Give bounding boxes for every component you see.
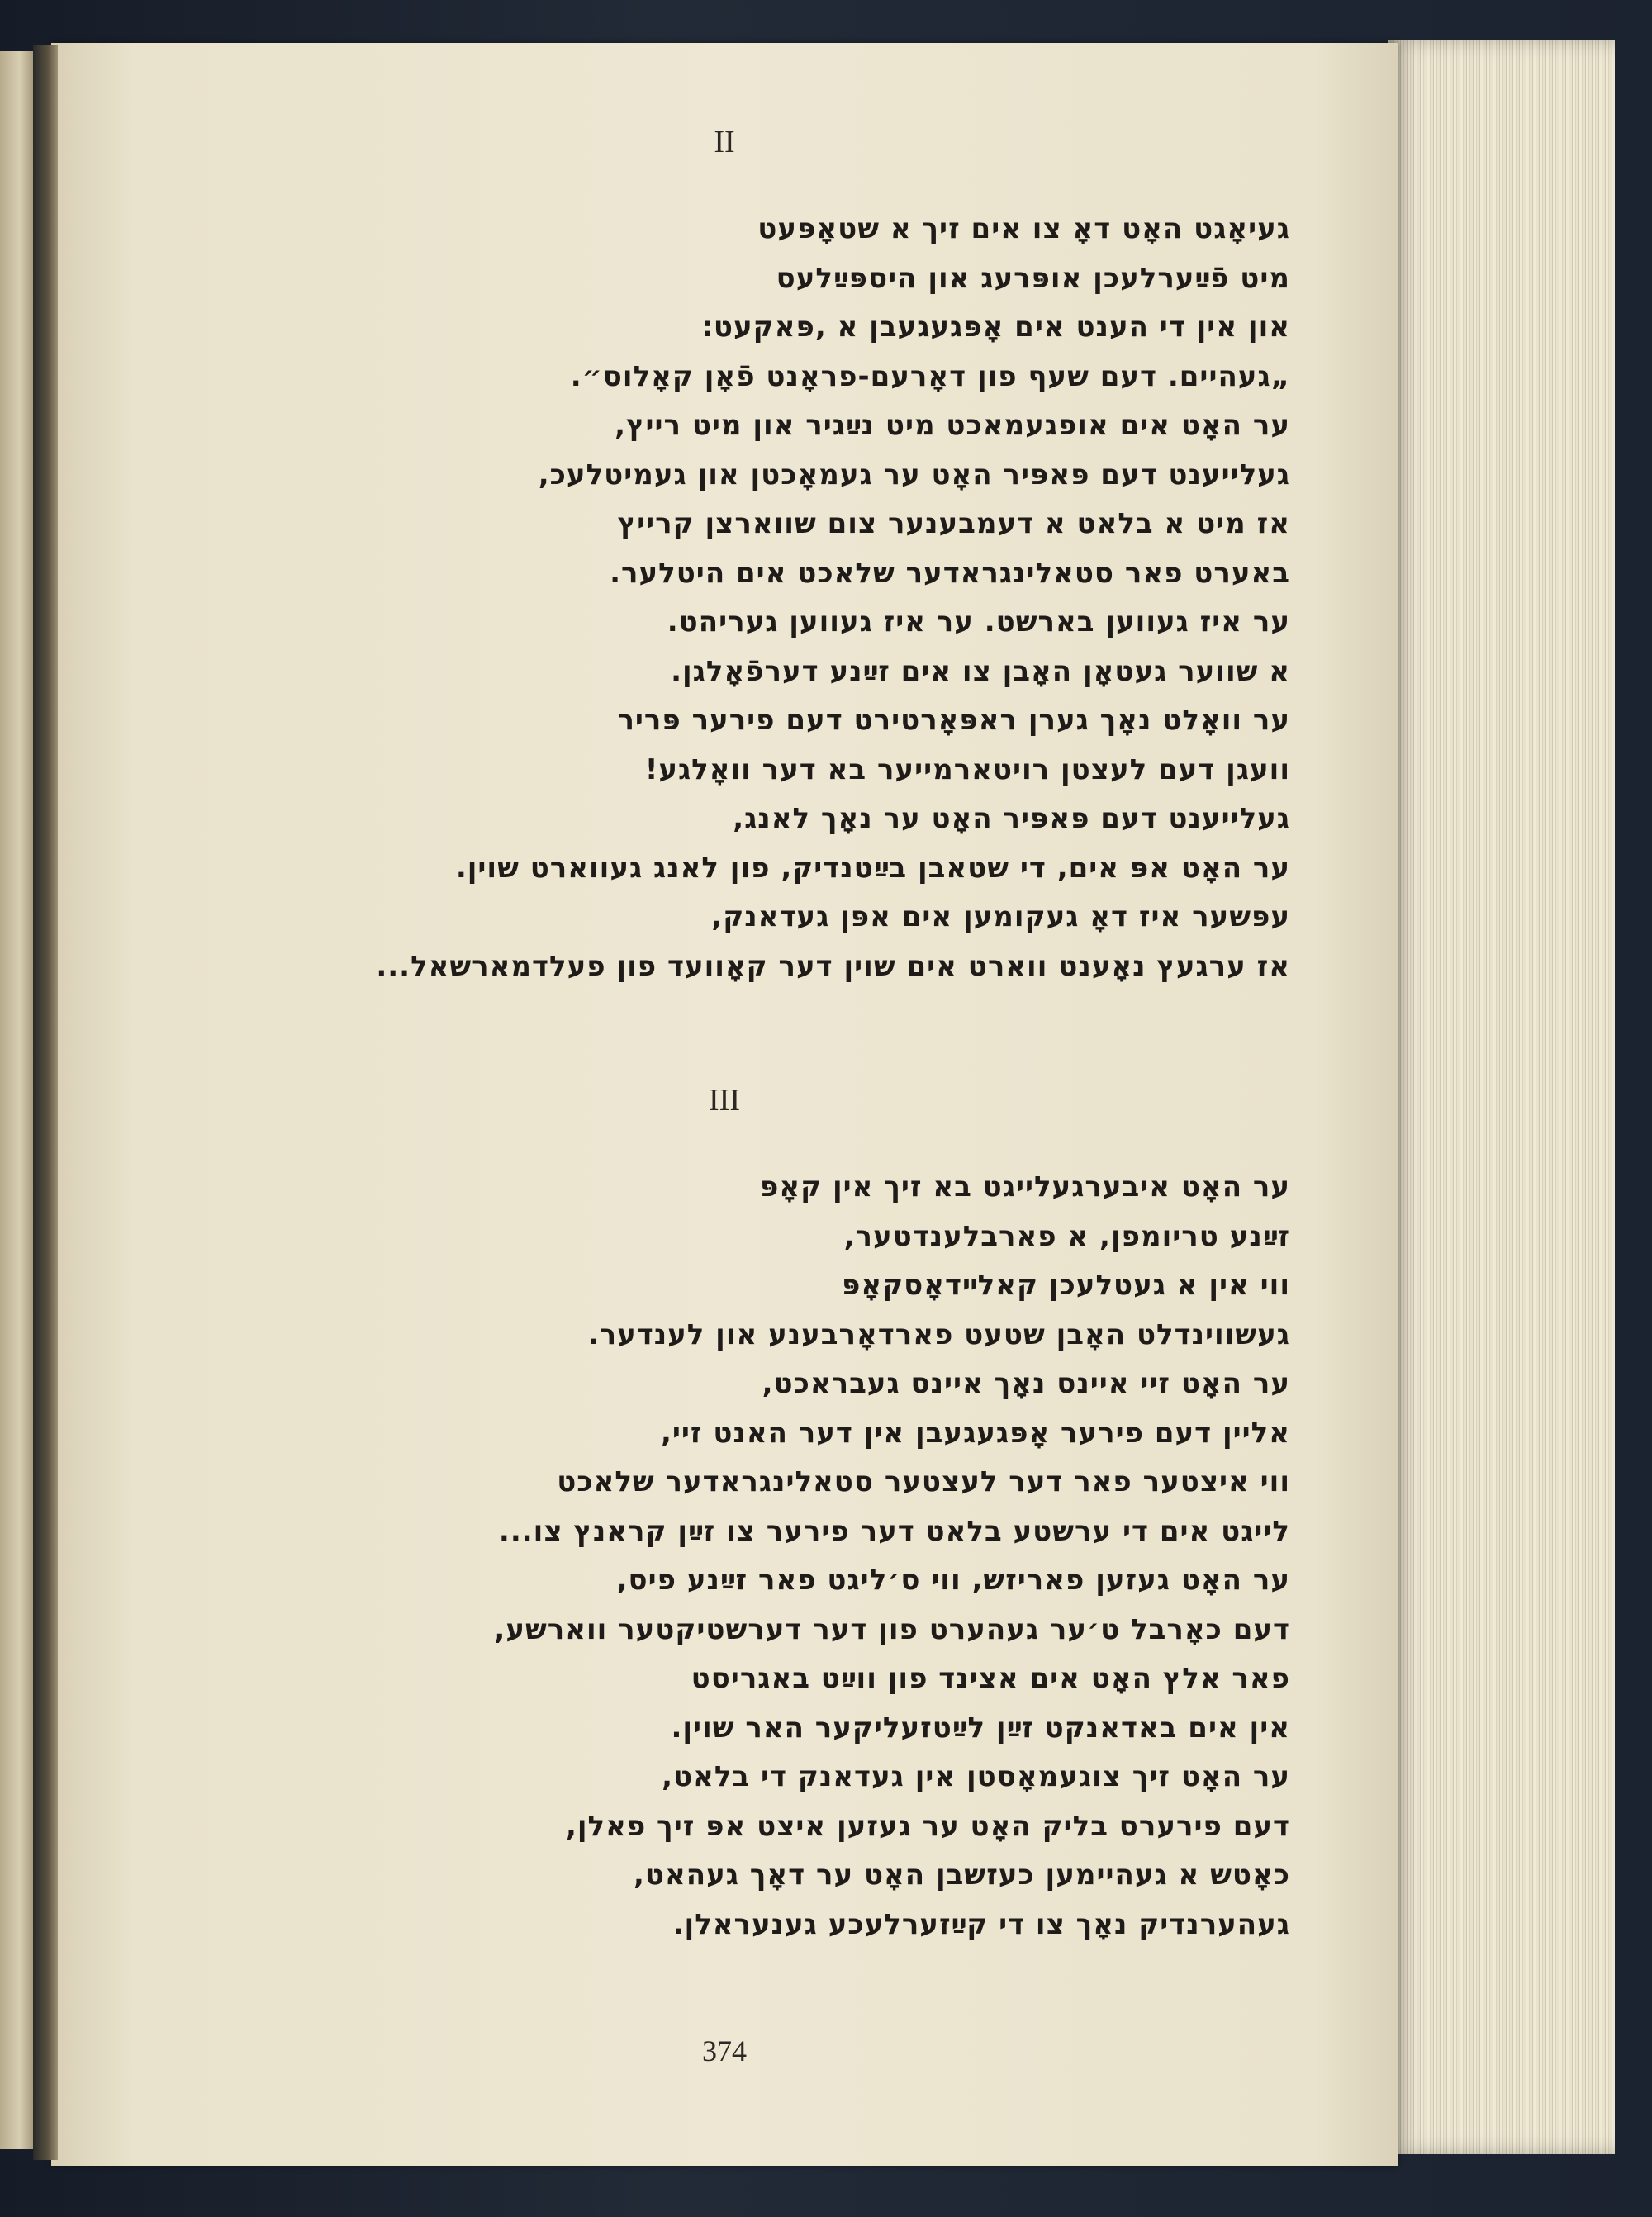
poem-line: אז מיט א בלאט א דעמבענער צום שווארצן קרייץ [617,507,1290,540]
poem-line: ער האָט איבערגעלייגט בא זיך אין קאָפּ [760,1170,1290,1203]
poem-line: מיט פֿײַערלעכן אופּרעג און היספּײַלעס [776,261,1290,295]
stanza-ii [117,205,1290,991]
book-gutter [33,45,58,2160]
poem-line: געהערנדיק נאָך צו די קײַזערלעכע גענעראלן. [672,1907,1290,1941]
poem-line: ער האָט אפּ אים, די שטאבן בײַטנדיק, פון לאנג געווארט שוין. [455,851,1290,885]
poem-line: געיאָגט האָט דאָ צו אים זיך א שטאָפּעט [757,212,1290,245]
poem-line: אז ערגעץ נאָענט ווארט אים שוין דער קאָוועד פון פעלדמארשאל... [376,949,1290,983]
poem-line: א שווער געטאָן האָבן צו אים זײַנע דערפֿאָלגן. [671,654,1290,688]
poem-line: באערט פאר סטאלינגראדער שלאכט אים היטלער. [610,556,1290,590]
poem-line: פאר אלץ האָט אים אצינד פון ווײַט באגריסט [691,1662,1290,1695]
section-number-ii: II [714,125,735,159]
poem-line: אליין דעם פירער אָפּגעגעבן אין דער האנט זיי, [660,1416,1290,1450]
poem-line: ער האָט געזען פאריזש, ווי ס׳ליגט פאר זײַנע פיס, [616,1564,1290,1597]
poem-line: און אין די הענט אים אָפּגעגעבן א ,פּאקעט: [701,311,1290,344]
poem-line: ווי איצטער פאר דער לעצטער סטאלינגראדער שלאכט [557,1465,1290,1498]
poem-line: כאָטש א געהיימען כעזשבן האָט ער דאָך געהאט, [634,1859,1290,1892]
poem-line: ווי אין א געטלעכן קאלײדאָסקאָפּ [842,1269,1290,1302]
poem-line: דעם פירערס בליק האָט ער געזען איצט אפּ זיך פאלן, [565,1809,1290,1843]
poem-line: ער האָט זיי איינס נאָך איינס געבראכט, [762,1367,1290,1400]
poem-line: ער איז געווען בארשט. ער איז געווען געריהט. [667,605,1290,639]
poem-line: „געהיים. דעם שעף פון דאָרעם-פראָנט פֿאָן קאָלוס״. [570,359,1290,393]
poem-line: זײַנע טריומפן, א פארבלענדטער, [843,1219,1290,1253]
poem-line: געלייענט דעם פּאפּיר האָט ער נאָך לאנג, [733,802,1290,835]
poem-line: לייגט אים די ערשטע בלאט דער פירער צו זײַן קראנץ צו... [498,1514,1290,1548]
poem-line: ער האָט אים אופגעמאכט מיט נײַגיר און מיט רייץ, [615,409,1290,442]
section-number-iii: III [709,1083,740,1118]
poem-line: אין אים באדאנקט זײַן לײַטזעליקער האר שוין. [671,1711,1290,1745]
poem-line: ער וואָלט נאָך גערן ראפּאָרטירט דעם פירער פּריר [617,704,1290,737]
page-number: 374 [702,2034,747,2067]
stanza-iii [117,1163,1290,1949]
page-stack-edge [1388,40,1615,2154]
poem-line: געלייענט דעם פּאפּיר האָט ער געמאָכטן און געמיטלעכ, [538,458,1290,491]
poem-line: עפּשער איז דאָ געקומען אים אפּן געדאנק, [711,900,1290,933]
poem-line: ער האָט זיך צוגעמאָסטן אין געדאנק די בלאט, [662,1760,1290,1793]
book-page [51,43,1398,2166]
poem-line: דעם כאָרבל ט׳ער געהערט פון דער דערשטיקטער ווארשע, [494,1612,1290,1646]
poem-line: וועגן דעם לעצטן רויטארמייער בא דער וואָלגע! [644,752,1290,786]
poem-line: געשווינדלט האָבן שטעט פארדאָרבענע און לענדער. [587,1317,1290,1351]
previous-page-edge [0,51,33,2149]
